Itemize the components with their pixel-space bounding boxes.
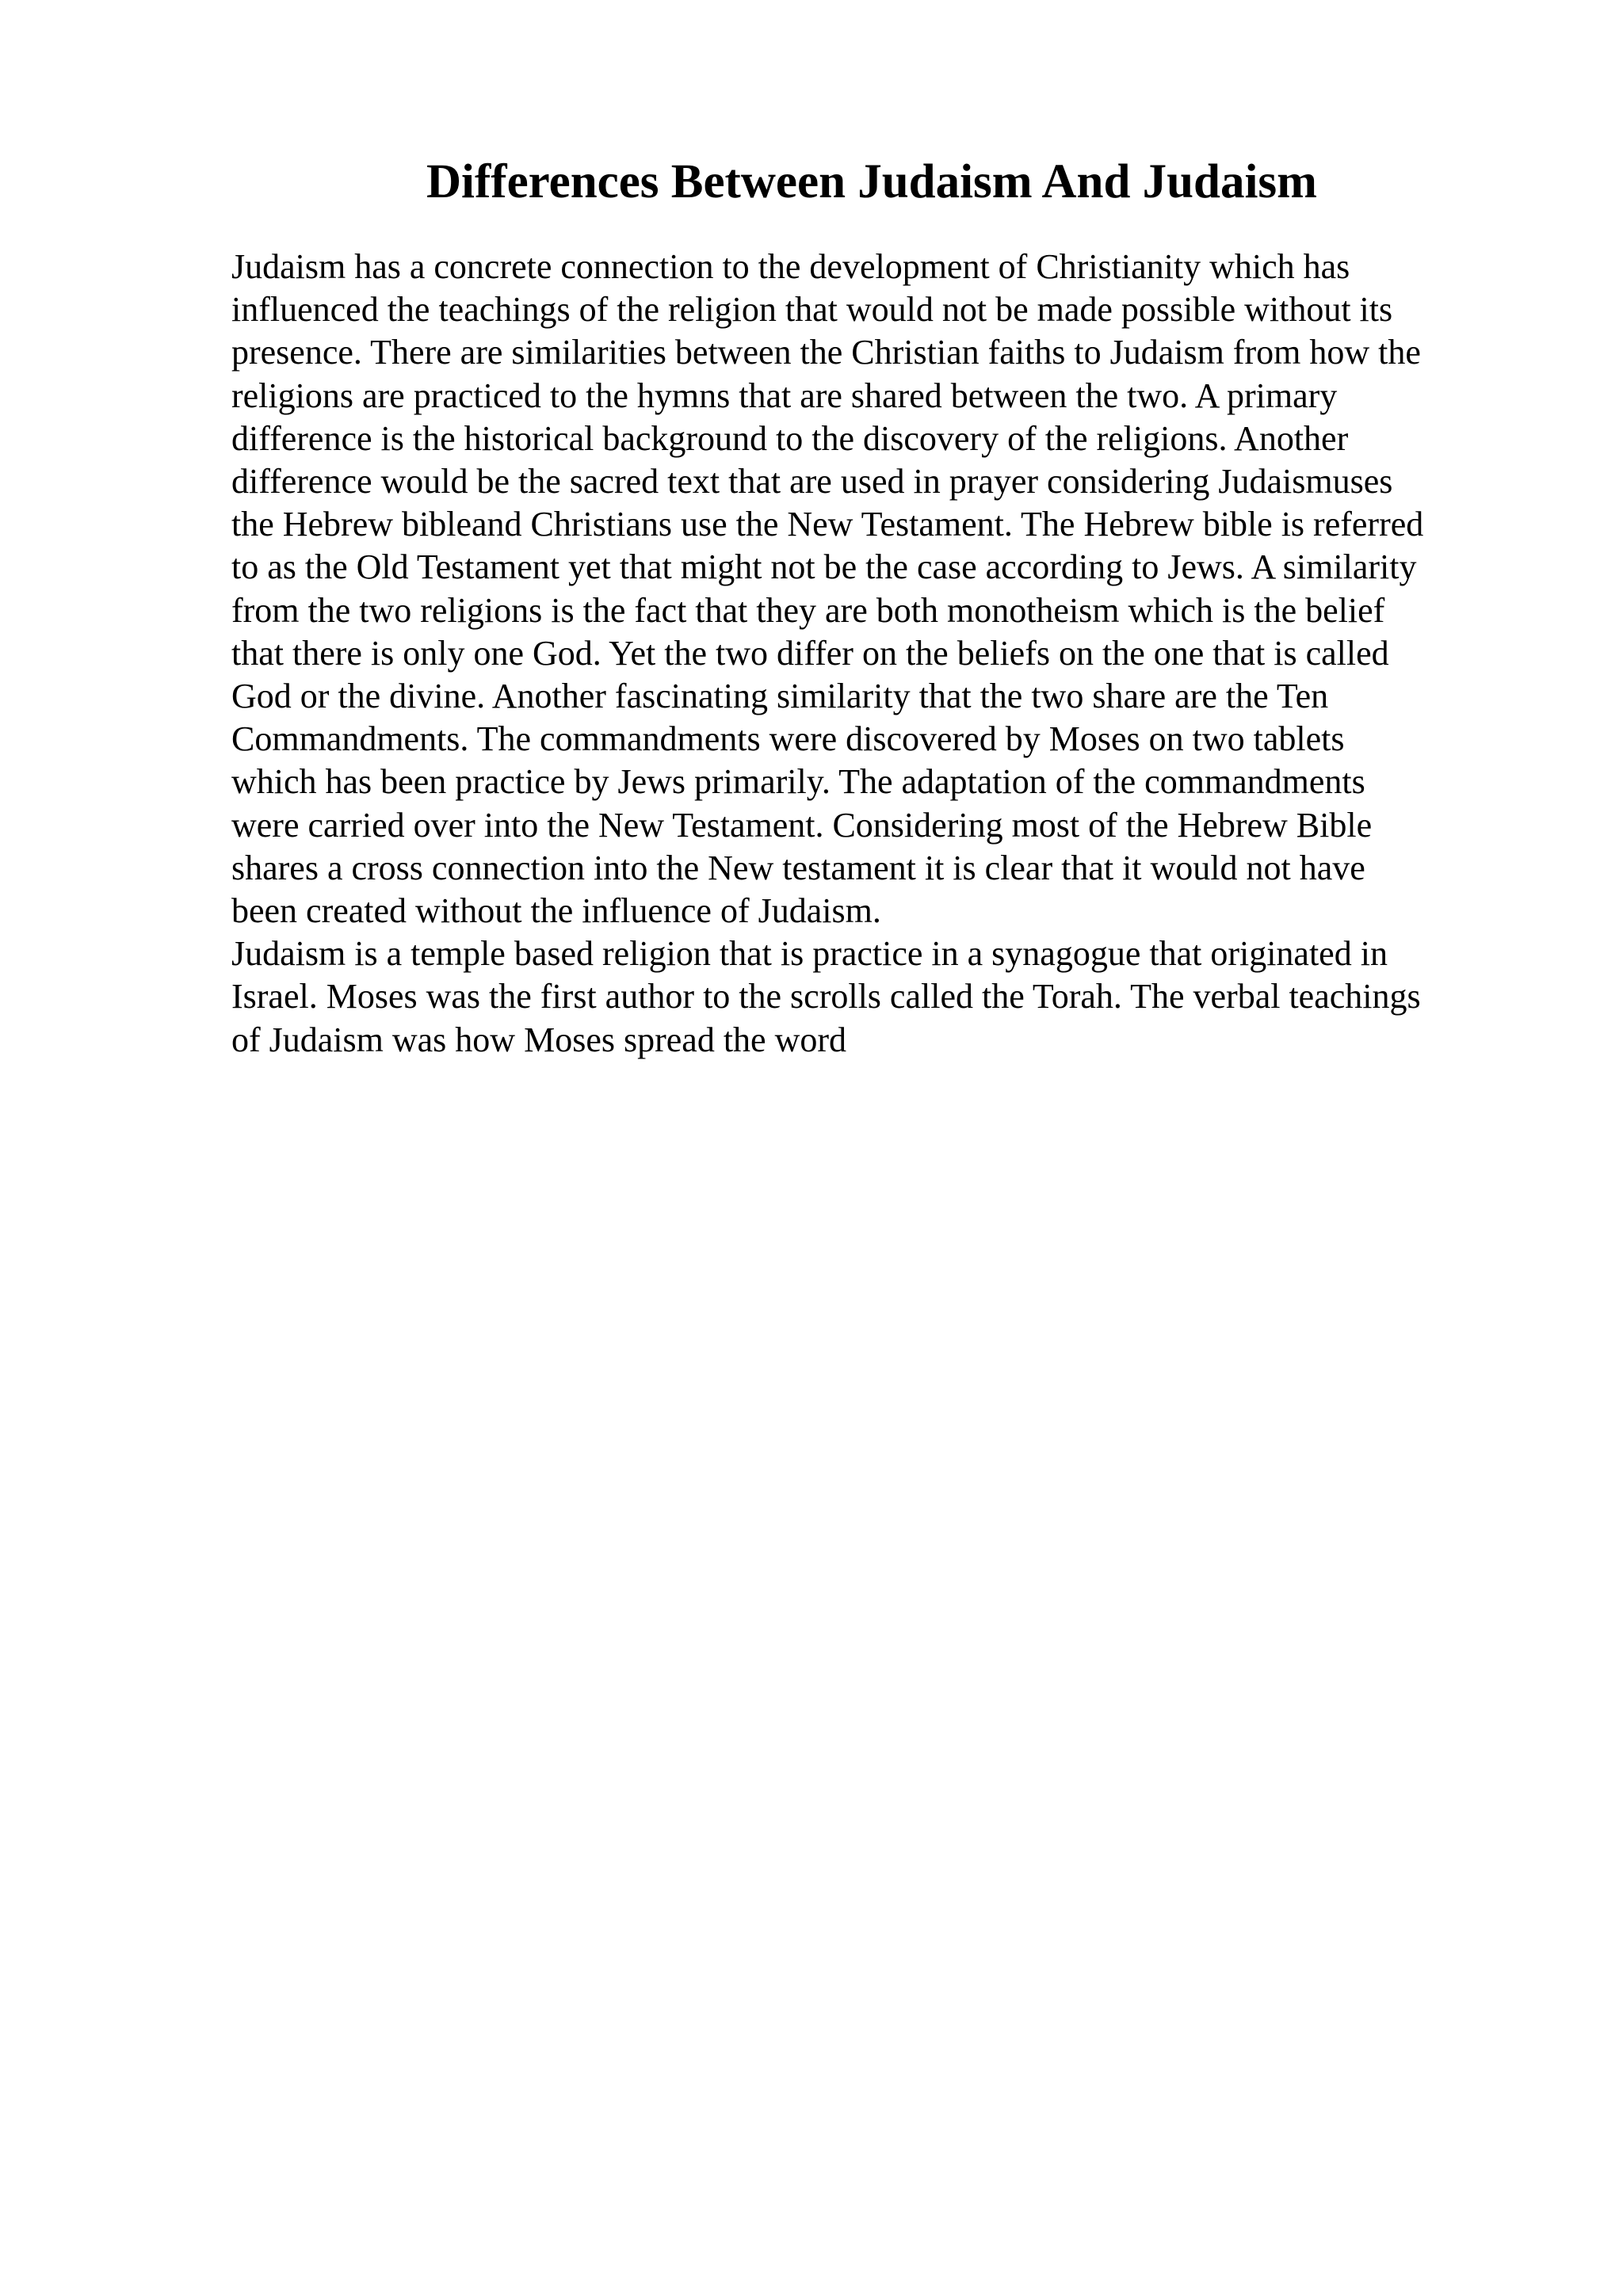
body-line: difference would be the sacred text that are used in prayer considering Judaismuses <box>231 462 1393 502</box>
body-line: influenced the teachings of the religion that would not be made possible without its <box>231 290 1393 330</box>
body-line: difference is the historical background to the discovery of the religions. Another <box>231 418 1349 458</box>
body-line: which has been practice by Jews primarily. The adaptation of the commandments <box>231 762 1365 802</box>
body-line: that there is only one God. Yet the two differ on the beliefs on the one that is called <box>231 633 1389 673</box>
body-line: the Hebrew bibleand Christians use the New Testament. The Hebrew bible is referred <box>231 505 1424 544</box>
body-line: God or the divine. Another fascinating similarity that the two share are the Ten <box>231 677 1329 716</box>
document-title: Differences Between Judaism And Judaism <box>426 155 1317 208</box>
body-line: Israel. Moses was the first author to the scrolls called the Torah. The verbal teachings <box>231 977 1421 1016</box>
document-body <box>231 246 1515 1062</box>
body-line: religions are practiced to the hymns that are shared between the two. A primary <box>231 376 1338 415</box>
body-line: been created without the influence of Judaism. <box>231 891 881 931</box>
body-line: to as the Old Testament yet that might not be the case according to Jews. A similarity <box>231 547 1417 587</box>
body-line: Judaism has a concrete connection to the development of Christianity which has <box>231 247 1350 286</box>
body-line: presence. There are similarities between the Christian faiths to Judaism from how the <box>231 333 1421 372</box>
body-line: from the two religions is the fact that they are both monotheism which is the belief <box>231 590 1385 630</box>
body-line: shares a cross connection into the New testament it is clear that it would not have <box>231 848 1365 887</box>
body-line: were carried over into the New Testament. Considering most of the Hebrew Bible <box>231 805 1373 845</box>
body-line: Judaism is a temple based religion that is practice in a synagogue that originated in <box>231 934 1388 974</box>
body-line: of Judaism was how Moses spread the word <box>231 1020 846 1059</box>
body-line: Commandments. The commandments were discovered by Moses on two tablets <box>231 719 1345 759</box>
